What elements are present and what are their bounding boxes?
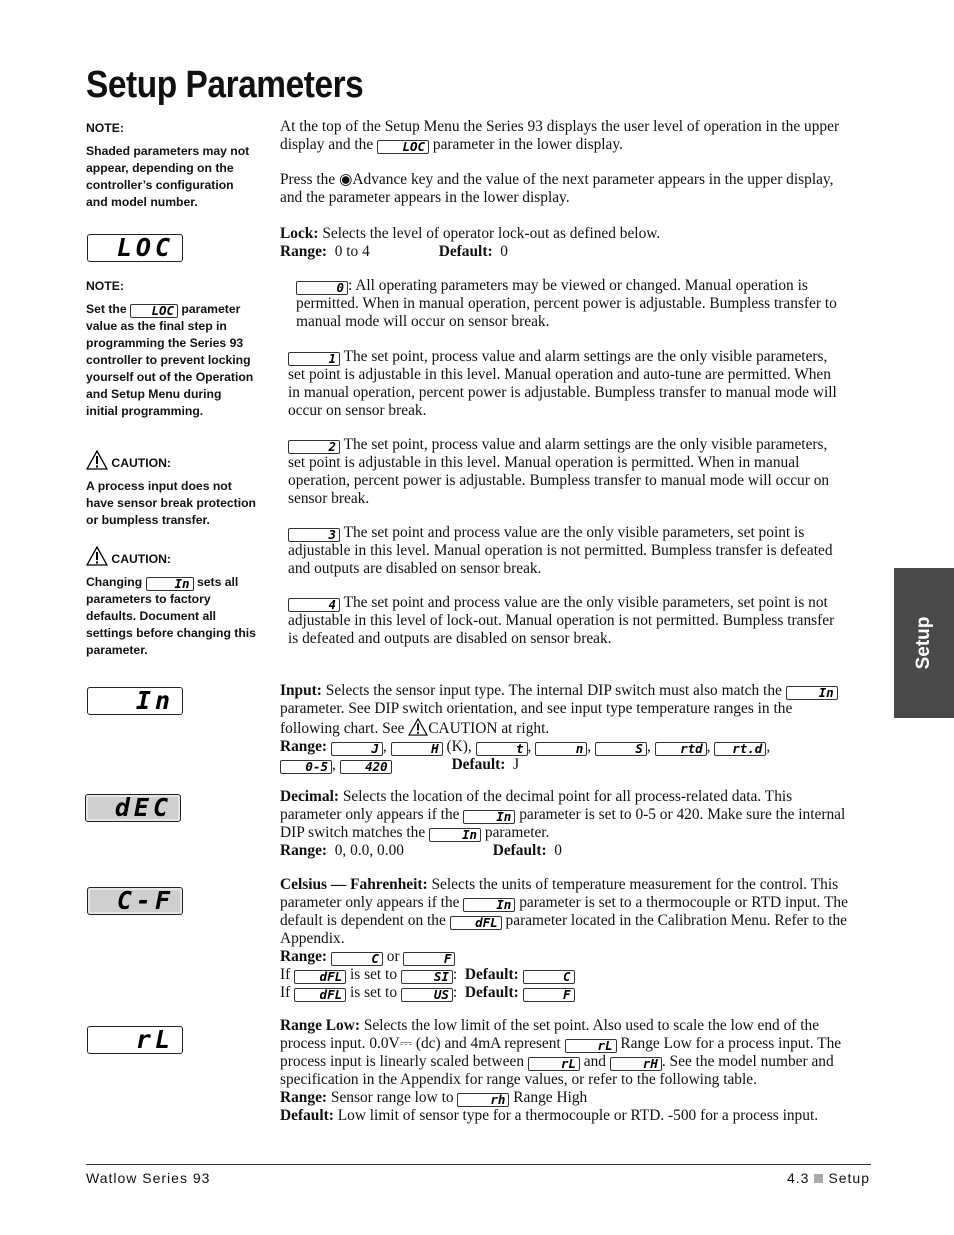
decimal-desc: parameter is set to 0-5 or 420. Make sure the internal DIP switch matches the xyxy=(280,805,846,841)
or-text: or xyxy=(386,947,400,965)
code-dfl: dFL xyxy=(294,970,346,984)
level-text: The set point, process value and alarm settings are the only visible parameters, set point is adjustable in this level. Manual operation and auto-tune are permitted. When in manual operation, percent power is adjustable. Bumpless transfer to manual mode will occur on sensor break. xyxy=(288,348,837,419)
code-in: In xyxy=(786,686,838,700)
level-text: The set point and process value are the only visible parameters, set point is adjustable in this level. Manual operation is not permitted. Bumpless transfer is defeated and outputs are disabled on sensor break. xyxy=(288,524,833,577)
level-text: : All operating parameters may be viewed or changed. Manual operation is permitted. When in manual operation, percent power is adjustable. Bumpless transfer to manual mode will occur on sensor break. xyxy=(296,277,837,330)
code-level-1: 1 xyxy=(288,352,340,366)
code-s: S xyxy=(595,742,647,756)
note-text: Shaded parameters may not appear, depending on the controller’s configuration and model number. xyxy=(86,144,250,209)
caution-icon xyxy=(86,546,108,566)
display-dec: dEC xyxy=(85,794,181,822)
input-default: J xyxy=(513,755,520,773)
decimal-range: 0, 0.0, 0.00 xyxy=(334,841,404,859)
footer-section: Setup xyxy=(828,1170,870,1186)
footer-page-number: 4.3 xyxy=(786,1170,810,1186)
decimal-heading: Decimal: xyxy=(280,788,339,805)
code-rtd: rtd xyxy=(655,742,707,756)
intro-para-1 xyxy=(280,118,850,154)
footer-right xyxy=(787,1170,870,1186)
decimal-desc: Selects the location of the decimal point for all process-related data. This parameter only appears if the xyxy=(280,788,793,823)
is-set-to-text: is set to xyxy=(349,983,398,1001)
lock-default: 0 xyxy=(500,242,508,260)
caution-heading: CAUTION: xyxy=(111,552,171,566)
range-low-range: Sensor range low to xyxy=(330,1088,454,1106)
lock-range: 0 to 4 xyxy=(334,242,370,260)
code-c: C xyxy=(331,952,383,966)
intro-text: At the top of the Setup Menu the Series 93 displays the user level of operation in the upper display and the xyxy=(280,118,840,153)
code-si: SI xyxy=(401,970,453,984)
code-in: In xyxy=(463,898,515,912)
note-shaded xyxy=(86,120,256,211)
footer-left: Watlow Series 93 xyxy=(86,1170,211,1186)
lock-level-1 xyxy=(288,348,844,419)
is-set-to-text: is set to xyxy=(349,965,398,983)
caution-changing-in xyxy=(86,546,256,659)
range-label: Range: xyxy=(280,242,328,260)
code-loc: LOC xyxy=(377,140,429,154)
code-loc: LOC xyxy=(130,304,178,318)
range-low-heading: Range Low: xyxy=(280,1017,360,1034)
code-in: In xyxy=(429,828,481,842)
decimal-section xyxy=(280,788,850,860)
default-label: Default: xyxy=(464,983,519,1001)
lock-level-3 xyxy=(288,524,844,578)
celsius-heading: Celsius — Fahrenheit: xyxy=(280,876,428,893)
caution-text: A process input does not have sensor break protection or bumpless transfer. xyxy=(86,479,257,527)
caution-text-pre: Changing xyxy=(86,575,143,589)
code-level-3: 3 xyxy=(288,528,340,542)
code-level-4: 4 xyxy=(288,598,340,612)
range-low-range: Range High xyxy=(513,1088,588,1106)
code-dfl: dFL xyxy=(294,988,346,1002)
display-rl: rL xyxy=(87,1026,183,1054)
caution-icon xyxy=(86,450,108,470)
code-dfl: dFL xyxy=(450,916,502,930)
lock-level-4 xyxy=(288,594,844,648)
code-rl: rL xyxy=(528,1057,580,1071)
note-text-pre: Set the xyxy=(86,302,127,316)
code-rh: rh xyxy=(457,1093,509,1107)
input-heading: Input: xyxy=(280,682,322,699)
intro-text: Press the ◉Advance key and the value of the next parameter appears in the upper display, and the parameter appears in the lower display. xyxy=(280,171,834,206)
code-f: F xyxy=(403,952,455,966)
level-text: The set point, process value and alarm settings are the only visible parameters, set point is adjustable in this level. Manual operation is permitted. When in manual operation, percent power is adjustable. Bumpless transfer to manual mode will occur on sensor break. xyxy=(288,436,830,507)
celsius-desc: parameter located in the Calibration Menu. Refer to the Appendix. xyxy=(280,911,848,947)
k-label: (K), xyxy=(446,737,472,755)
celsius-section: Celsius — Fahrenheit: Selects the units of temperature measurement for the control. This parameter only appears if the In parameter is set to a thermocouple or RTD input. The default is dependent on the dFL parameter located in the Calibration Menu. Refer to the Appendix. Range: C or F If dFL is set to SI : Default: C If dFL is set to US : Default: F xyxy=(280,876,848,1002)
code-in: In xyxy=(463,810,515,824)
code-rh: rH xyxy=(610,1057,662,1071)
note-lockout xyxy=(86,278,256,420)
lock-level-0 xyxy=(296,277,852,331)
range-label: Range: xyxy=(280,841,328,859)
section-tab-label: Setup xyxy=(913,616,934,670)
range-label: Range: xyxy=(280,737,328,755)
code-j: J xyxy=(331,742,383,756)
input-section: Input: Selects the sensor input type. The internal DIP switch must also match the In parameter. See DIP switch orientation, and see input type temperature ranges in the following chart. See CAUTION at right. Range: J , H (K), t , n , S , rtd , rt.d , 0-5 , 420 Default: J xyxy=(280,682,850,774)
range-label: Range: xyxy=(280,1088,328,1106)
code-n: n xyxy=(535,742,587,756)
square-bullet-icon xyxy=(814,1174,823,1183)
code-0-5: 0-5 xyxy=(280,760,332,774)
caution-process-input xyxy=(86,450,256,529)
caution-heading: CAUTION: xyxy=(111,456,171,470)
caution-text xyxy=(86,574,256,659)
note-text-post: parameter value as the final step in programming the Series 93 controller to prevent locking yourself out of the Operation and Setup Menu during initial programming. xyxy=(86,302,254,418)
caution-text-post: sets all parameters to factory defaults. Document all settings before changing this parameter. xyxy=(86,575,256,657)
display-in: In xyxy=(87,687,183,715)
celsius-desc: Selects the units of temperature measurement for the control. This parameter only appears if the xyxy=(280,876,839,911)
lock-heading: Lock: xyxy=(280,225,319,242)
input-desc: parameter. See DIP switch orientation, and see input type temperature ranges in the following chart. See xyxy=(280,700,793,737)
section-tab[interactable] xyxy=(894,568,954,718)
lock-level-2 xyxy=(288,436,844,507)
code-rtd-decimal: rt.d xyxy=(714,742,766,756)
code-level-2: 2 xyxy=(288,440,340,454)
default-label: Default: xyxy=(464,965,519,983)
note-heading: NOTE: xyxy=(86,121,124,135)
level-text: The set point and process value are the only visible parameters, set point is not adjustable in this level of lock-out. Manual operation is not permitted. Bumpless transfer is defeated and outputs are disabled on sensor break. xyxy=(288,594,835,647)
if-text: If xyxy=(280,965,291,983)
range-label: Range: xyxy=(280,947,328,965)
range-low-desc: and xyxy=(583,1052,606,1070)
page-title: Setup Parameters xyxy=(86,64,364,106)
range-low-desc: Selects the low limit of the set point. Also used to scale the low end of the process input. 0.0V⎓ (dc) and 4mA represent xyxy=(280,1017,820,1052)
celsius-desc: parameter is set to a thermocouple or RTD input. The default is dependent on the xyxy=(280,893,848,929)
input-desc: Selects the sensor input type. The internal DIP switch must also match the xyxy=(325,682,782,699)
intro-text: parameter in the lower display. xyxy=(432,135,623,153)
range-low-desc: . See the model number and specification in the Appendix for range values, or refer to the following table. xyxy=(280,1052,834,1088)
default-label: Default: xyxy=(451,755,506,773)
range-low-desc: Range Low for a process input. The process input is linearly scaled between xyxy=(280,1034,842,1070)
intro-para-2 xyxy=(280,171,850,207)
if-text: If xyxy=(280,983,291,1001)
code-us: US xyxy=(401,988,453,1002)
range-low-default: Low limit of sensor type for a thermocouple or RTD. -500 for a process input. xyxy=(337,1106,819,1124)
code-420: 420 xyxy=(340,760,392,774)
code-level-0: 0 xyxy=(296,281,348,295)
decimal-default: 0 xyxy=(554,841,562,859)
default-label: Default: xyxy=(492,841,547,859)
default-label: Default: xyxy=(280,1106,334,1124)
input-desc: CAUTION at right. xyxy=(428,719,550,737)
lock-desc: Selects the level of operator lock-out as defined below. xyxy=(322,225,661,242)
note-heading: NOTE: xyxy=(86,279,124,293)
code-h: H xyxy=(391,742,443,756)
display-loc: LOC xyxy=(87,234,183,262)
decimal-desc: parameter. xyxy=(484,823,550,841)
code-c: C xyxy=(523,970,575,984)
code-t: t xyxy=(476,742,528,756)
code-rl: rL xyxy=(565,1039,617,1053)
default-label: Default: xyxy=(438,242,493,260)
display-cf: C-F xyxy=(87,887,183,915)
code-f: F xyxy=(523,988,575,1002)
lock-section xyxy=(280,225,850,261)
caution-icon xyxy=(408,718,428,736)
range-low-section xyxy=(280,1017,850,1124)
footer-divider xyxy=(86,1164,871,1165)
code-in: In xyxy=(146,577,194,591)
